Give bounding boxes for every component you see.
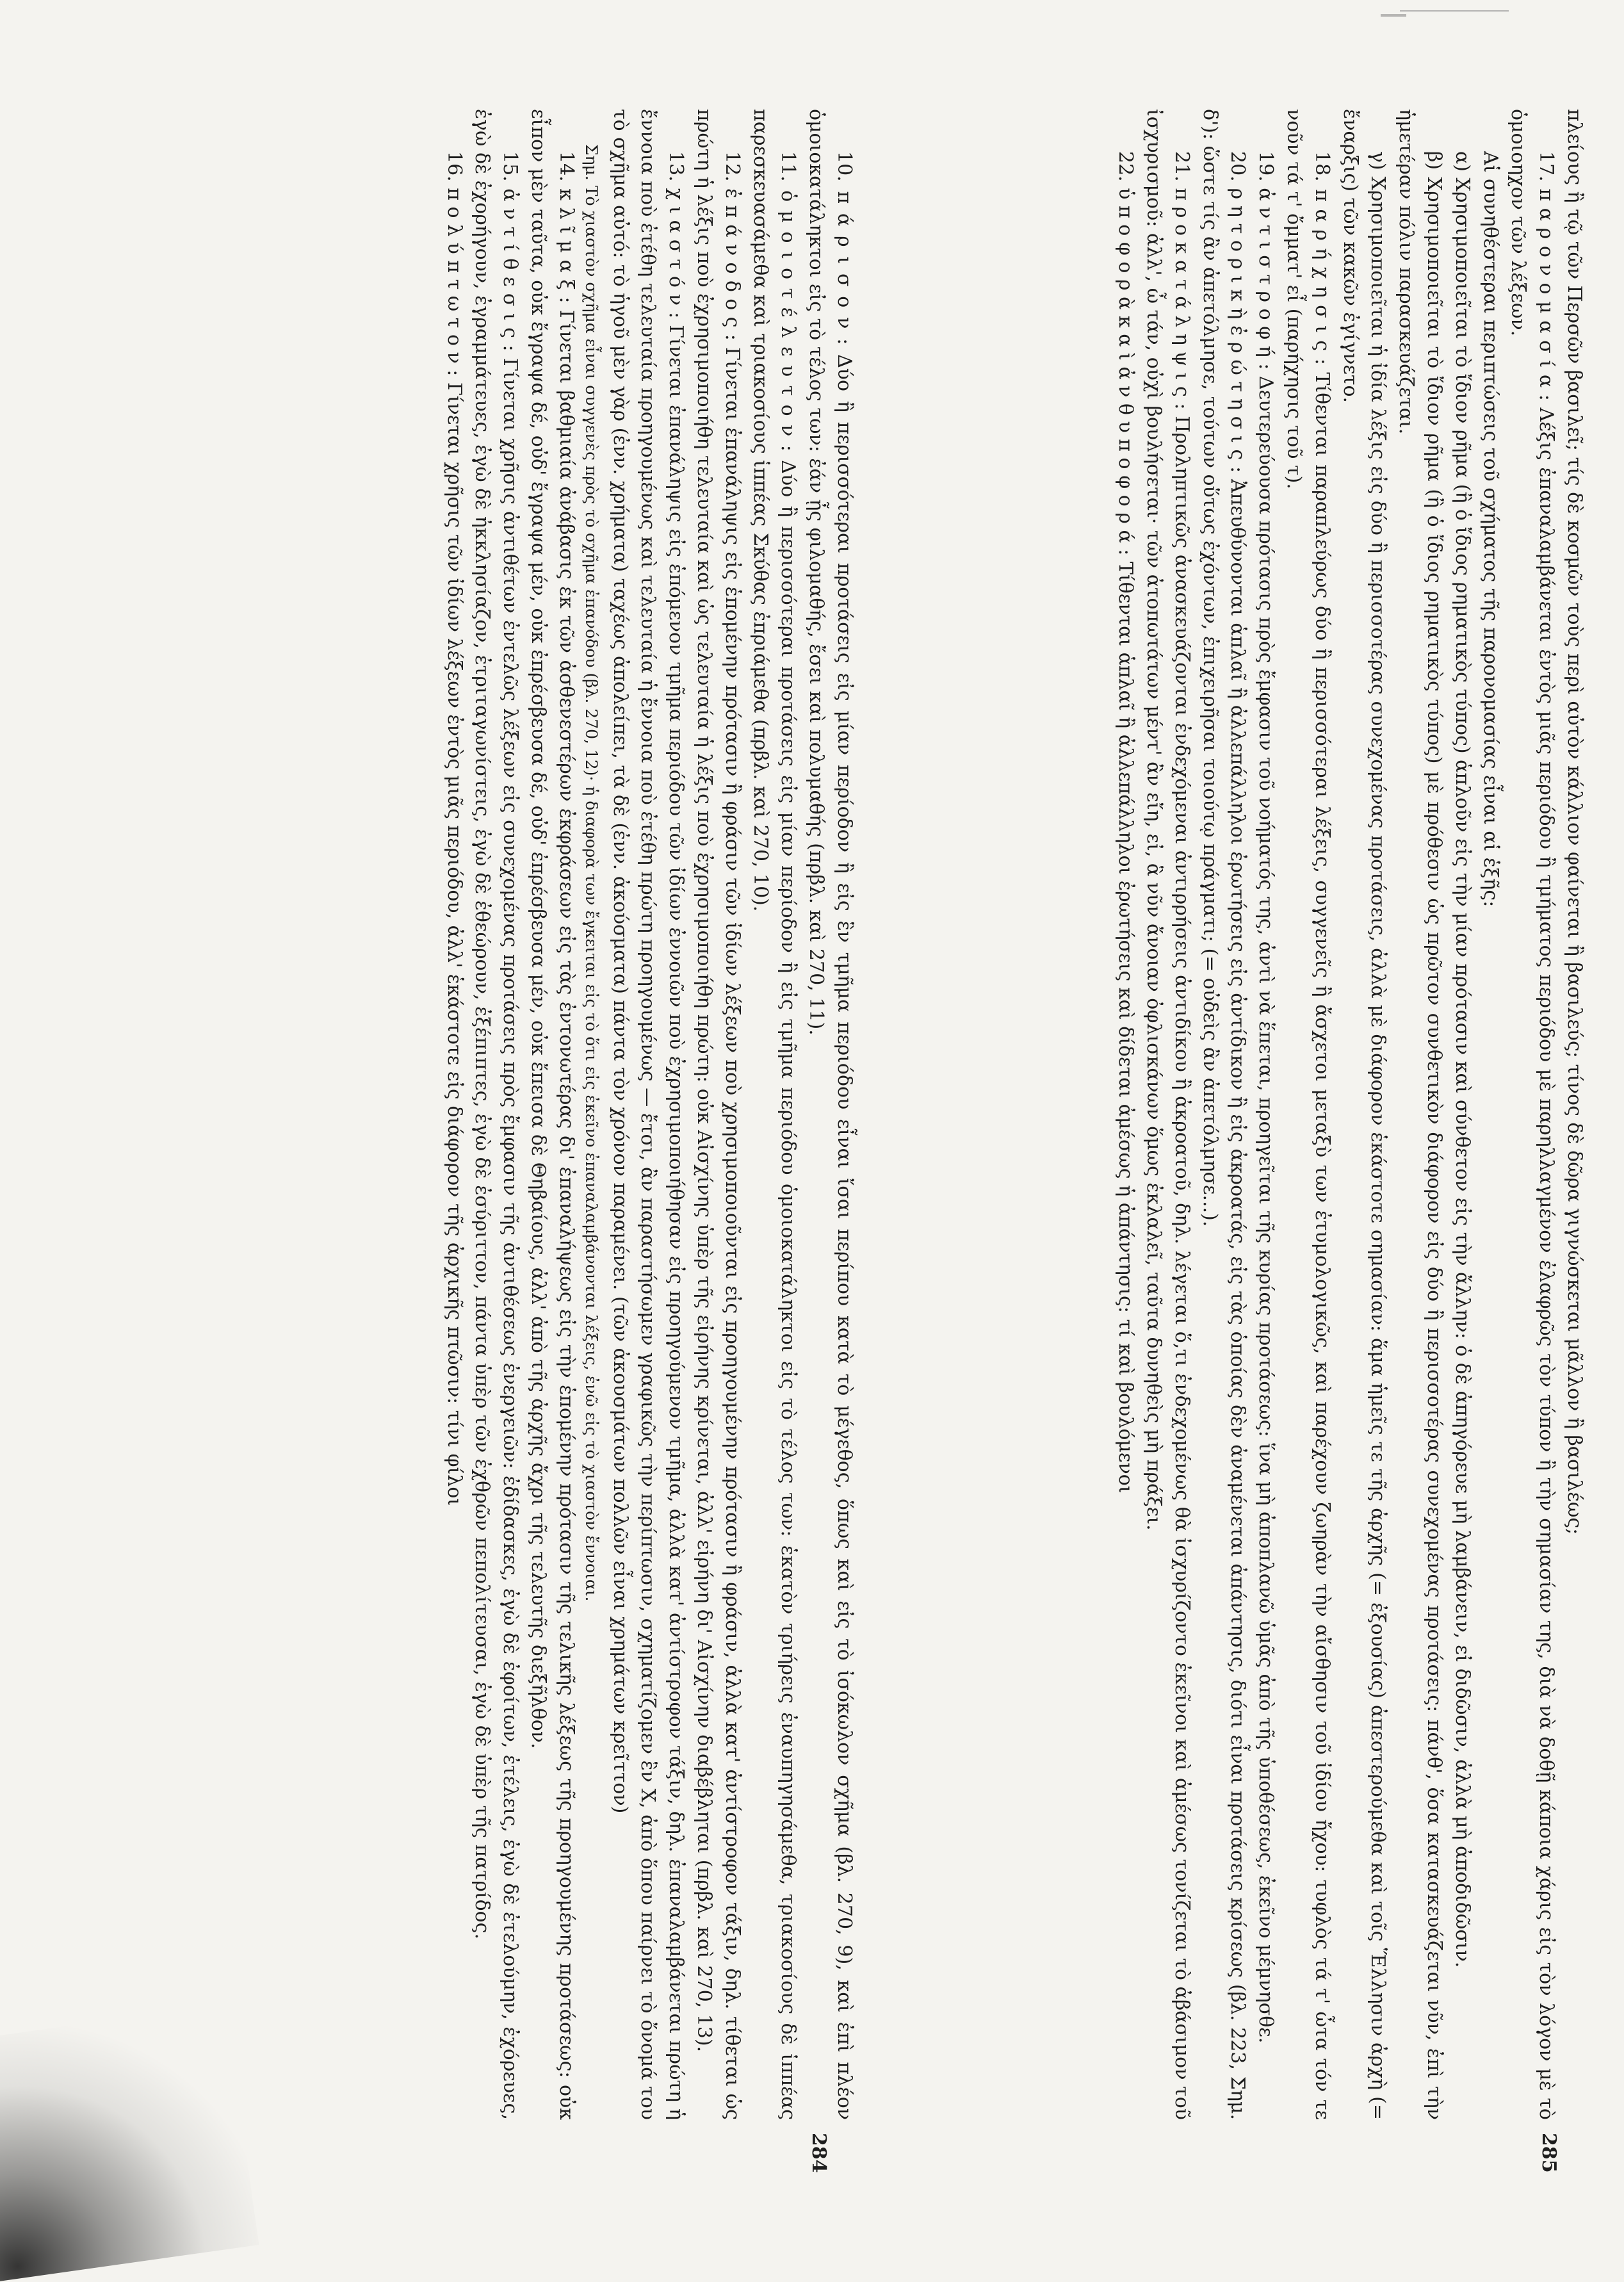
- paragraph: 21. π ρ ο κ α τ ά λ η ψ ι ς : Προληπτικῶς ἀνασκευάζονται ἐνδεχόμεναι ἀντιρρήσεις ἀντιδίκου ἢ ἀκροατοῦ, δηλ. λέγεται ὅ,τι ἐνδεχομένως θὰ ἰσχυρίζοντο ἐκεῖνοι καὶ ἀμέσως τονίζεται τὸ ἀβάσιμον τοῦ ἰσχυρισμοῦ: ἀλλ', ὦ τάν, οὐχὶ βουλήσεται· τῶν ἀτοπωτάτων μέντ' ἂν εἴη, εἰ, ἃ νῦν ἄνοιαν ὀφλισκάνων ὅμως ἐκλαλεῖ, ταῦτα δυνηθεὶς μὴ πράξει.: [1142, 109, 1193, 2120]
- paragraph: 15. ἀ ν τ ί θ ε σ ι ς : Γίνεται χρῆσις ἀντιθέτων ἐντελῶς λέξεων εἰς συνεχομένας προτάσεις πρὸς ἔμφασιν τῆς ἀντιθέσεως ἐνεργειῶν: ἐδίδασκες, ἐγὼ δὲ ἐφοίτων, ἐτέλεις, ἐγὼ δὲ ἐτελούμην, ἐχόρευες, ἐγὼ δὲ ἐχορήγουν, ἐγραμμάτευες, ἐγὼ δὲ ἠκκλησίαζον, ἐτριταγωνίστεις, ἐγὼ δὲ ἐθεώρουν, ἐξέπιπτες, ἐγὼ δὲ ἐσύριττον, πάντα ὑπὲρ τῶν ἐχθρῶν πεπολίτευσαι, ἐγὼ δὲ ὑπὲρ τῆς πατρίδος.: [471, 109, 522, 2120]
- footnote: Σημ. Τὸ χιαστὸν σχῆμα εἶναι συγγενὲς πρὸς τὸ σχῆμα ἐπανόδου (βλ. 270, 12)· ἡ διαφορὰ των ἔγκειται εἰς τὸ ὅτι εἰς ἐκεῖνο ἐπαναλαμβάνονται λέξεις, ἐνῶ εἰς τὸ χιαστὸν ἔννοιαι.: [581, 144, 601, 1602]
- paragraph: Αἱ συνηθέστεραι περιπτώσεις τοῦ σχήματος τῆς παρονομασίας εἶναι αἱ ἑξῆς:: [1479, 151, 1502, 908]
- paragraph: 12. ἐ π ά ν ο δ ο ς : Γίνεται ἐπανάληψις εἰς ἑπομένην πρότασιν ἢ φράσιν τῶν ἰδίων λέξεων ποὺ χρησιμοποιοῦνται εἰς προηγουμένην πρότασιν ἢ φράσιν, ἀλλὰ κατ' ἀντίστροφον τάξιν, δηλ. τίθεται ὡς πρώτη ἡ λέξις ποὺ ἐχρησιμοποιήθη τελευταία καὶ ὡς τελευταία ἡ λέξις ποὺ ἐχρησιμοποιήθη πρώτη: οὐκ Αἰσχίνης ὑπὲρ τῆς εἰρήνης κρίνεται, ἀλλ' εἰρήνη δι' Αἰσχίνην διαβέβληται (πρβλ. καὶ 270, 13).: [693, 109, 743, 2120]
- page-284: [166, 83, 858, 2173]
- paragraph: 18. π α ρ ή χ η σ ι ς : Τίθενται παραπλεύρως δύο ἢ περισσότεραι λέξεις, συγγενεῖς ἢ ἄσχετοι μεταξὺ των ἐτυμολογικῶς, καὶ παρέχουν ζωηρὰν τὴν αἴσθησιν τοῦ ἰδίου ἤχου: τυφλὸς τά τ' ὦτα τόν τε νοῦν τά τ' ὄμματ' εἶ (παρήχησις τοῦ τ).: [1283, 109, 1333, 2120]
- paragraph: 17. π α ρ ο ν ο μ α σ ί α : Λέξις ἐπαναλαμβάνεται ἐντὸς μιᾶς περιόδου ἢ τμήματος περιόδου μὲ παρηλλαγμένον ἐλαφρῶς τὸν τύπον ἢ τὴν σημασίαν της, διὰ νὰ δοθῇ κάποια χάρις εἰς τὸν λόγον μὲ τὸ ὁμοιοηχον τῶν λέξεων.: [1507, 109, 1558, 2120]
- page-285: [897, 83, 1588, 2173]
- page-285-text: [897, 109, 1588, 2120]
- paragraph: πλείους ἢ τῷ τῶν Περσῶν βασιλεῖ; τίς δὲ κοσμῶν τοὺς περὶ αὐτὸν κάλλιον φαίνεται ἢ βασιλεύς; τίνος δὲ δῶρα γιγνώσκεται μᾶλλον ἢ βασιλέως;: [1563, 109, 1586, 1535]
- paragraph: 10. π ά ρ ι σ ο ν : Δύο ἢ περισσότεραι προτάσεις εἰς μίαν περίοδον ἢ εἰς ἓν τμῆμα περιόδου εἶναι ἴσαι περίπου κατὰ τὸ μέγεθος, ὅπως καὶ εἰς τὸ ἰσόκωλον σχῆμα (βλ. 270, 9), καὶ ἐπὶ πλέον ὁμοιοκατάληκτοι εἰς τὸ τέλος των: ἐάν ᾖς φιλομαθής, ἔσει καὶ πολυμαθής (πρβλ. καὶ 270, 11).: [805, 109, 856, 2120]
- paragraph: 20. ρ η τ ο ρ ι κ ὴ ἐ ρ ώ τ η σ ι ς : Ἀπευθύνονται ἁπλαῖ ἢ ἀλλεπάλληλοι ἐρωτήσεις εἰς ἀντίδικον ἢ εἰς ἀκροατάς, εἰς τὰς ὁποίας δὲν ἀναμένεται ἀπάντησις, διότι εἶναι προτάσεις κρίσεως (βλ. 223, Σημ. δ'): ὥστε τίς ἂν ἀπετόλμησε, τούτων οὕτως ἐχόντων, ἐπιχειρῆσαι τοιούτῳ πράγματι; (= οὐδεὶς ἂν ἀπετόλμησε...).: [1198, 109, 1249, 2120]
- scan-mark: [1381, 14, 1406, 17]
- paragraph: 14. κ λ ῖ μ α ξ : Γίνεται βαθμιαία ἀνάβασις ἐκ τῶν ἀσθενεστέρων ἐκφράσεων εἰς τὰς ἐντονωτέρας δι' ἐπαναλήψεως εἰς τὴν ἑπομένην πρότασιν τῆς τελικῆς λέξεως τῆς προηγουμένης προτάσεως: οὐκ εἶπον μὲν ταῦτα, οὐκ ἔγραψα δέ, οὐδ' ἔγραψα μέν, οὐκ ἐπρέσβευσα δέ, οὐδ' ἐπρέσβευσα μέν, οὐκ ἔπεισα δὲ Θηβαίους, ἀλλ' ἀπὸ τῆς ἀρχῆς ἄχρι τῆς τελευτῆς διεξῆλθον.: [527, 109, 578, 2120]
- paragraph: 19. ἀ ν τ ι σ τ ρ ο φ ή : Δευτερεύουσα πρότασις πρὸς ἔμφασιν τοῦ νοήματός της, ἀντὶ νὰ ἕπεται, προηγεῖται τῆς κυρίας προτάσεως: ἵνα μὴ ἀποπλανῶ ὑμᾶς ἀπὸ τῆς ὑποθέσεως, ἐκεῖνο μέμνησθε.: [1255, 151, 1278, 2044]
- paragraph: 11. ὁ μ ο ι ο τ έ λ ε υ τ ο ν : Δύο ἢ περισσότεραι προτάσεις εἰς μίαν περίοδον ἢ εἰς τμῆμα περιόδου ὁμοιοκατάληκτοι εἰς τὸ τέλος των: ἑκατὸν τριήρεις ἐναυπηγησάμεθα, τριακοσίους δὲ ἱππέας παρεσκευασάμεθα καὶ τριακοσίους ἱππέας Σκύθας ἐπριάμεθα (πρβλ. καὶ 270, 10).: [749, 109, 800, 2120]
- page-number: 284: [808, 2133, 830, 2173]
- paragraph: 22. ὑ π ο φ ο ρ ὰ κ α ὶ ἀ ν θ υ π ο φ ο ρ ά : Τίθενται ἁπλαῖ ἢ ἀλλεπάλληλοι ἐρωτήσεις καὶ δίδεται ἀμέσως ἡ ἀπάντησις: τί καὶ βουλόμενοι: [1114, 151, 1137, 1494]
- page-284-text: [166, 109, 858, 2120]
- paragraph: β) Χρησιμοποιεῖται τὸ ἴδιον ρῆμα (ἢ ὁ ἴδιος ρηματικὸς τύπος) μὲ πρόθεσιν ὡς πρῶτον συνθετικὸν διάφορον εἰς δύο ἢ περισσοτέρας συνεχομένας προτάσεις: πάνθ', ὅσα κατασκευάζεται νῦν, ἐπὶ τὴν ἡμετέραν πόλιν παρασκευάζεται.: [1395, 109, 1446, 2120]
- page-number: 285: [1538, 2133, 1560, 2173]
- paragraph: γ) Χρησιμοποιεῖται ἡ ἰδία λέξις εἰς δύο ἢ περισσοτέρας συνεχομένας προτάσεις, ἀλλὰ μὲ διάφορον ἑκάστοτε σημασίαν: ἅμα ἡμεῖς τε τῆς ἀρχῆς (= ἐξουσίας) ἀπεστερούμεθα καὶ τοῖς Ἕλλησιν ἀρχὴ (= ἔναρξις) τῶν κακῶν ἐγίγνετο.: [1338, 109, 1390, 2120]
- paragraph: 16. π ο λ ύ π τ ω τ ο ν : Γίνεται χρῆσις τῶν ἰδίων λέξεων ἐντὸς μιᾶς περιόδου, ἀλλ' ἑκάστοτε εἰς διάφορον τῆς ἀρχικῆς πτῶσιν: τίνι φίλοι: [443, 151, 466, 1506]
- scan-mark: [1400, 10, 1509, 18]
- paragraph: 13. χ ι α σ τ ό ν : Γίνεται ἐπανάληψις εἰς ἑπόμενον τμῆμα περιόδου τῶν ἰδίων ἐννοιῶν ποὺ ἐχρησιμοποιήθησαν εἰς προηγούμενον τμῆμα, ἀλλὰ κατ' ἀντίστροφον τάξιν, δηλ. ἐπαναλαμβάνεται πρώτη ἡ ἔννοια ποὺ ἐτέθη τελευταία προηγουμένως καὶ τελευταία ἡ ἔννοια ποὺ ἐτέθη πρώτη προηγουμένως — ἔτσι, ἂν παραστήσωμεν γραφικῶς τὴν περίπτωσιν, σχηματίζομεν ἓν Χ, ἀπὸ ὅπου παίρνει τὸ ὄνομά του τὸ σχῆμα αὐτό: τὸ ἡγοῦ μὲν γὰρ (ἐνν. χρήματα) ταχέως ἀπολείπει, τὰ δὲ (ἐνν. ἀκούσματα) πάντα τὸν χρόνον παραμένει. (τῶν ἀκουσμάτων πολλῶν εἶναι χρημάτων κρεῖττον): [608, 109, 688, 2120]
- paragraph: α) Χρησιμοποιεῖται τὸ ἴδιον ρῆμα (ἢ ὁ ἴδιος ρηματικὸς τύπος) ἁπλοῦν εἰς τὴν μίαν πρότασιν καὶ σύνθετον εἰς τὴν ἄλλην: ὁ δὲ ἀπηγόρευε μὴ λαμβάνειν, εἰ διδῶσιν, ἀλλὰ μὴ ἀποδιδῶσιν.: [1450, 151, 1474, 1968]
